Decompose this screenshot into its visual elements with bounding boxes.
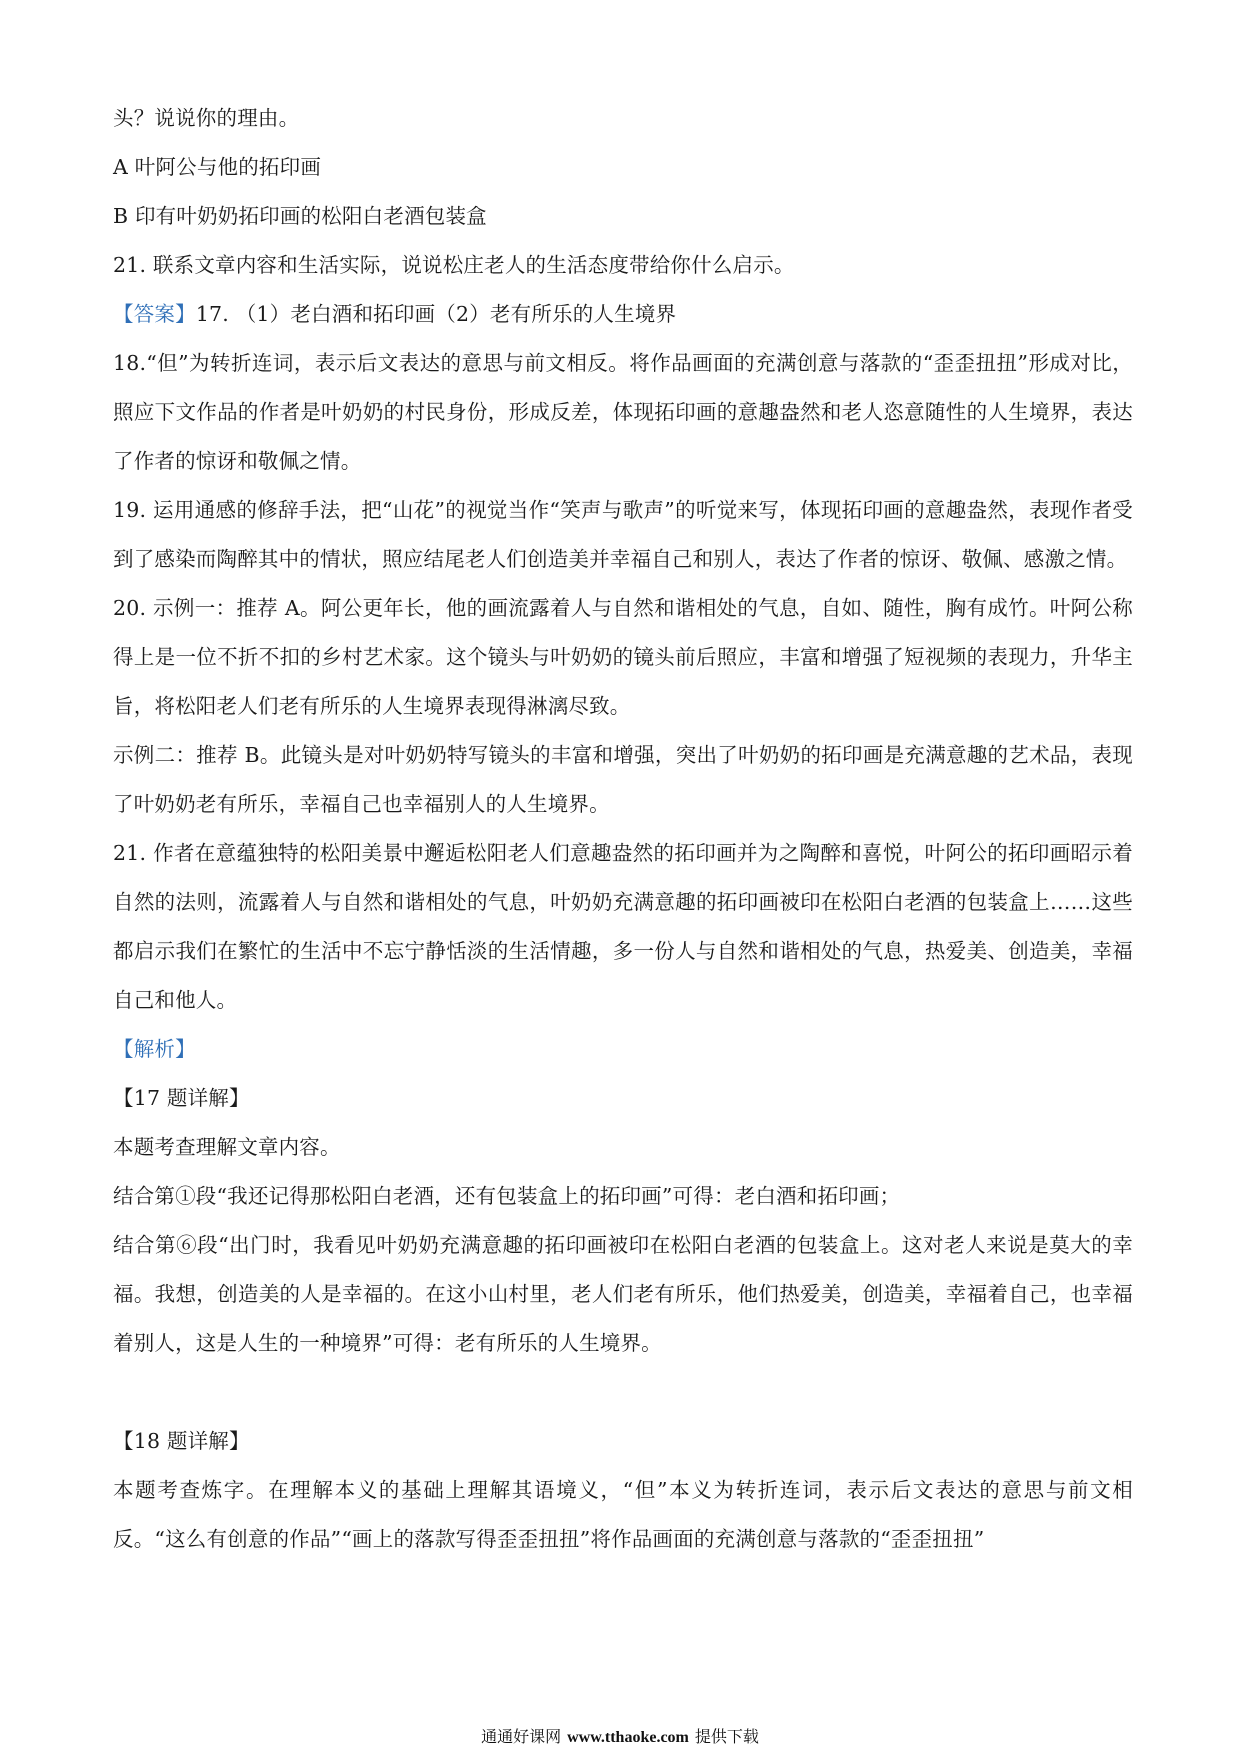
question-21: 21. 联系文章内容和生活实际，说说松庄老人的生活态度带给你什么启示。 [113,253,795,277]
explain-17-point-2: 结合第⑥段“出门时，我看见叶奶奶充满意趣的拓印画被印在松阳白老酒的包装盒上。这对老人来说是莫大的幸福。我想，创造美的人是幸福的。在这小山村里，老人们老有所乐，他们热爱美，创造美，幸福着自己，也幸福着别人，这是人生的一种境界”可得：老有所乐的人生境界。 [113,1233,1133,1355]
answer-20-example-2: 示例二：推荐 B。此镜头是对叶奶奶特写镜头的丰富和增强，突出了叶奶奶的拓印画是充满意趣的艺术品，表现了叶奶奶老有所乐，幸福自己也幸福别人的人生境界。 [113,743,1133,816]
question-20-tail: 头？说说你的理由。 [113,106,300,130]
option-a: A 叶阿公与他的拓印画 [113,155,322,179]
heading-17: 【17 题详解】 [113,1086,250,1110]
answer-17: 17. （1）老白酒和拓印画（2）老有所乐的人生境界 [195,302,677,326]
answer-18: 18.“但”为转折连词，表示后文表达的意思与前文相反。将作品画面的充满创意与落款的“歪歪扭扭”形成对比，照应下文作品的作者是叶奶奶的村民身份，形成反差，体现拓印画的意趣盎然和老人恣意随性的人生境界，表达了作者的惊讶和敬佩之情。 [113,351,1133,473]
page-footer [0,1727,1240,1748]
footer-site-name: 通通好课网 [481,1727,562,1746]
footer-suffix: 提供下载 [694,1727,759,1746]
option-b: B 印有叶奶奶拓印画的松阳白老酒包装盒 [113,204,487,228]
answer-line [113,290,1133,339]
footer-url: www.tthaoke.com [567,1729,689,1746]
document-body [113,94,1133,1564]
explain-17-intro: 本题考查理解文章内容。 [113,1135,341,1159]
heading-18: 【18 题详解】 [113,1429,250,1453]
answer-19: 19. 运用通感的修辞手法，把“山花”的视觉当作“笑声与歌声”的听觉来写，体现拓印画的意趣盎然，表现作者受到了感染而陶醉其中的情状，照应结尾老人们创造美并幸福自己和别人，表达了作者的惊讶、敬佩、感激之情。 [113,498,1133,571]
analysis-tag: 【解析】 [113,1037,196,1061]
explain-17-point-1: 结合第①段“我还记得那松阳白老酒，还有包装盒上的拓印画”可得：老白酒和拓印画； [113,1184,901,1208]
spacer [113,1368,1133,1417]
answer-21: 21. 作者在意蕴独特的松阳美景中邂逅松阳老人们意趣盎然的拓印画并为之陶醉和喜悦，叶阿公的拓印画昭示着自然的法则，流露着人与自然和谐相处的气息，叶奶奶充满意趣的拓印画被印在松阳白老酒的包装盒上……这些都启示我们在繁忙的生活中不忘宁静恬淡的生活情趣，多一份人与自然和谐相处的气息，热爱美、创造美，幸福自己和他人。 [113,841,1133,1012]
answer-20-example-1: 20. 示例一：推荐 A。阿公更年长，他的画流露着人与自然和谐相处的气息，自如、随性，胸有成竹。叶阿公称得上是一位不折不扣的乡村艺术家。这个镜头与叶奶奶的镜头前后照应，丰富和增强了短视频的表现力，升华主旨，将松阳老人们老有所乐的人生境界表现得淋漓尽致。 [113,596,1133,718]
explain-18: 本题考查炼字。在理解本义的基础上理解其语境义，“但”本义为转折连词，表示后文表达的意思与前文相反。“这么有创意的作品”“画上的落款写得歪歪扭扭”将作品画面的充满创意与落款的“歪歪扭扭” [113,1478,1133,1551]
answer-tag: 【答案】 [113,302,196,326]
